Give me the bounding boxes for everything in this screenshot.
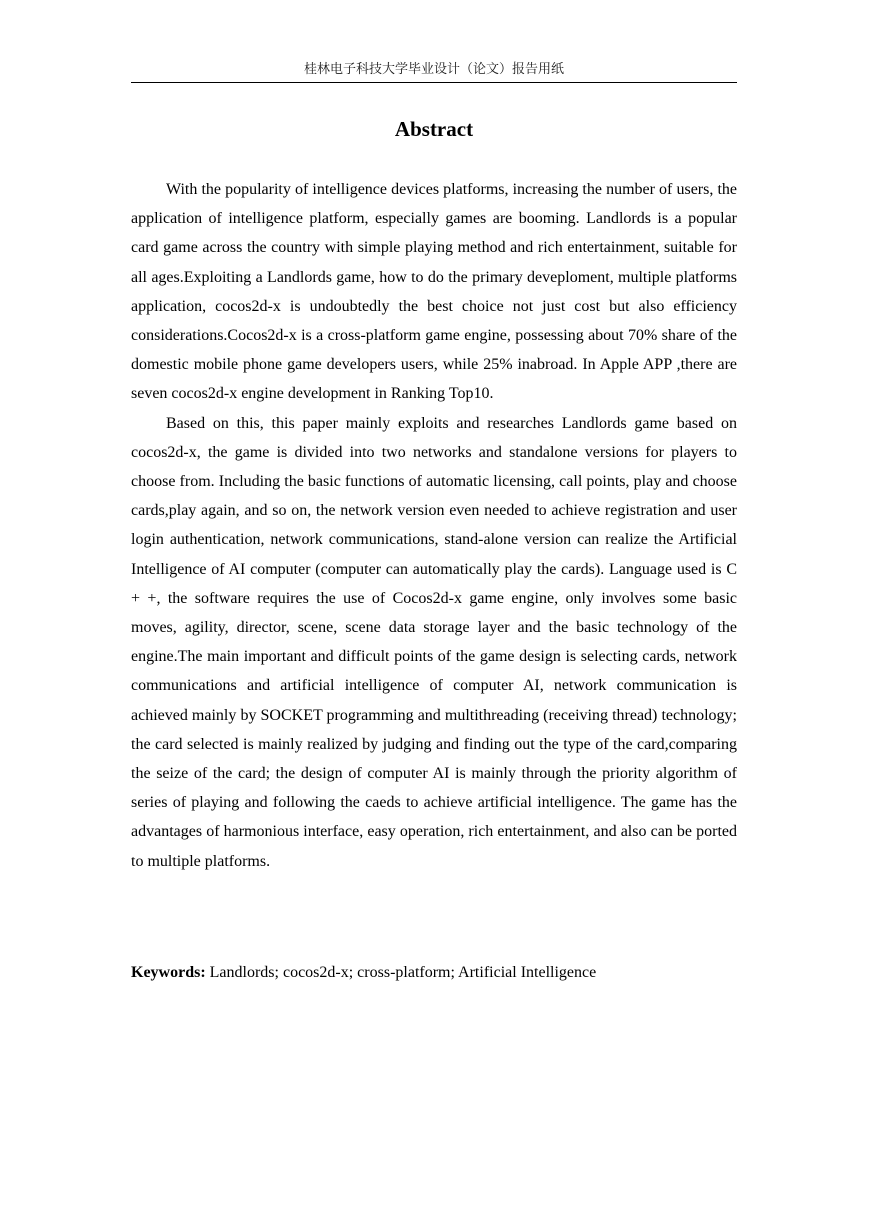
abstract-paragraph-2: Based on this, this paper mainly exploits and researches Landlords game based on cocos2d-x, the game is divided into two networks and standalone versions for players to choose from. Including the basic functions of automatic licensing, call points, play and choose cards,play again, and so on, the network version even needed to achieve registration and user login authentication, network communications, stand-alone version can realize the Artificial Intelligence of AI computer (computer can automatically play the cards). Language used is C + +, the software requires the use of Cocos2d-x game engine, only involves some basic moves, agility, director, scene, scene data storage layer and the basic technology of the engine.The main important and difficult points of the game design is selecting cards, network communications and artificial intelligence of computer AI, network communication is achieved mainly by SOCKET programming and multithreading (receiving thread) technology; the card selected is mainly realized by judging and finding out the type of the card,comparing the seize of the card; the design of computer AI is mainly through the priority algorithm of series of playing and following the caeds to achieve artificial intelligence. The game has the advantages of harmonious interface, easy operation, rich entertainment, and also can be ported to multiple platforms.: [131, 414, 737, 870]
keywords-text: Landlords; cocos2d-x; cross-platform; Artificial Intelligence: [209, 964, 597, 981]
keywords-line: [131, 959, 737, 987]
abstract-title: Abstract: [394, 117, 474, 141]
abstract-paragraph-1: With the popularity of intelligence devices platforms, increasing the number of users, the application of intelligence platform, especially games are booming. Landlords is a popular card game across the country with simple playing method and rich entertainment, suitable for all ages.Exploiting a Landlords game, how to do the primary deveploment, multiple platforms application, cocos2d-x is undoubtedly the best choice not just cost but also efficiency considerations.Cocos2d-x is a cross-platform game engine, possessing about 70% share of the domestic mobile phone game developers users, while 25% inabroad. In Apple APP ,there are seven cocos2d-x engine development in Ranking Top10.: [131, 181, 737, 403]
abstract-body: [131, 175, 737, 876]
keywords-label: Keywords:: [131, 964, 206, 981]
header-rule: [131, 82, 737, 83]
running-header: 桂林电子科技大学毕业设计（论文）报告用纸: [303, 62, 564, 77]
